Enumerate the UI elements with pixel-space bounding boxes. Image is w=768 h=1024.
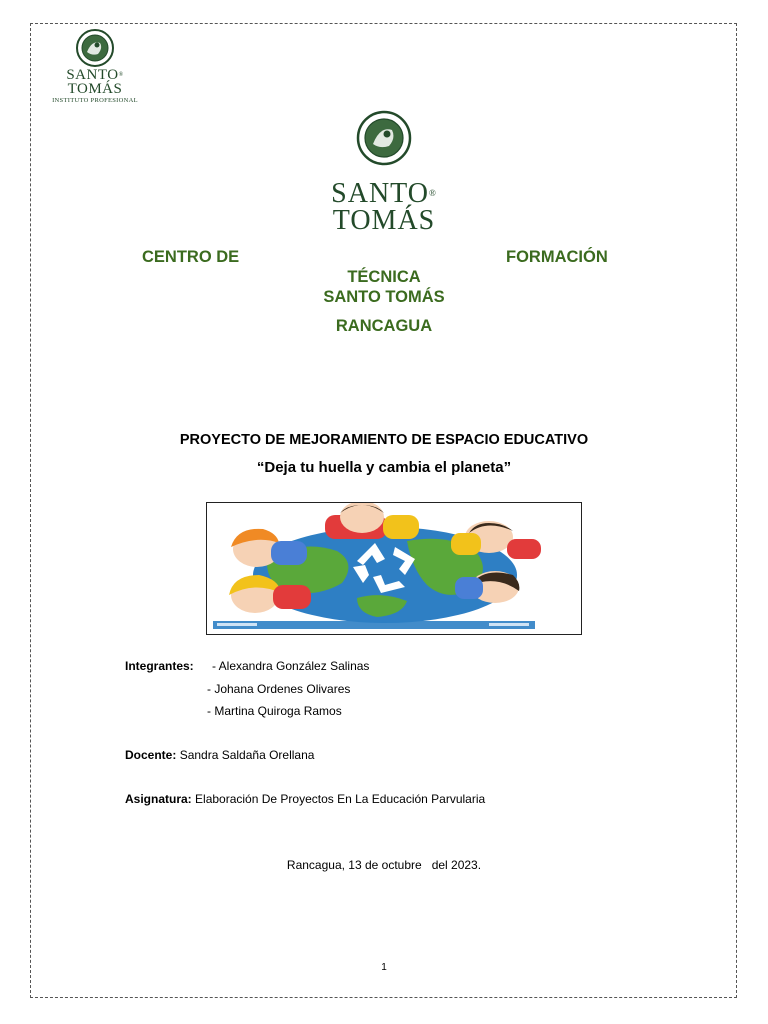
date-line: Rancagua, 13 de octubre del 2023. [286, 858, 482, 872]
teacher-line [125, 748, 314, 762]
subject-name: Elaboración De Proyectos En La Educación Parvularia [195, 792, 486, 806]
institution-title-left: CENTRO DE [142, 248, 240, 266]
teacher-label: Docente: [125, 748, 177, 762]
cover-illustration [206, 502, 582, 635]
seal-icon [354, 110, 414, 166]
registered-mark: ® [429, 188, 437, 198]
member-item: - Martina Quiroga Ramos [207, 704, 342, 718]
logo-big [304, 110, 464, 234]
page-number: 1 [381, 962, 387, 973]
member-item: - Johana Ordenes Olivares [207, 682, 351, 696]
registered-mark: ® [118, 72, 124, 78]
institution-city: RANCAGUA [335, 317, 433, 335]
institution-title-name: SANTO TOMÁS [323, 288, 445, 306]
logo-big-line1: SANTO [331, 178, 429, 209]
logo-small-subtitle: INSTITUTO PROFESIONAL [52, 97, 138, 104]
logo-small-line1: SANTO [66, 67, 119, 83]
members-label: Integrantes: [125, 659, 194, 673]
subject-label: Asignatura: [125, 792, 192, 806]
project-subtitle: “Deja tu huella y cambia el planeta” [256, 459, 512, 476]
logo-big-line2: TOMÁS [332, 205, 436, 236]
member-item: - Alexandra González Salinas [212, 659, 370, 673]
project-title: PROYECTO DE MEJORAMIENTO DE ESPACIO EDUCATIVO [179, 432, 589, 448]
logo-small [52, 28, 138, 104]
subject-line [125, 792, 485, 806]
children-globe-illustration [207, 503, 581, 634]
logo-small-line2: TOMÁS [67, 81, 123, 97]
child-top [325, 503, 419, 539]
teacher-name: Sandra Saldaña Orellana [179, 748, 315, 762]
child-left-top [231, 529, 307, 567]
seal-icon [72, 28, 118, 68]
institution-title-right: FORMACIÓN [506, 248, 608, 266]
institution-title-tecnica: TÉCNICA [347, 268, 421, 286]
